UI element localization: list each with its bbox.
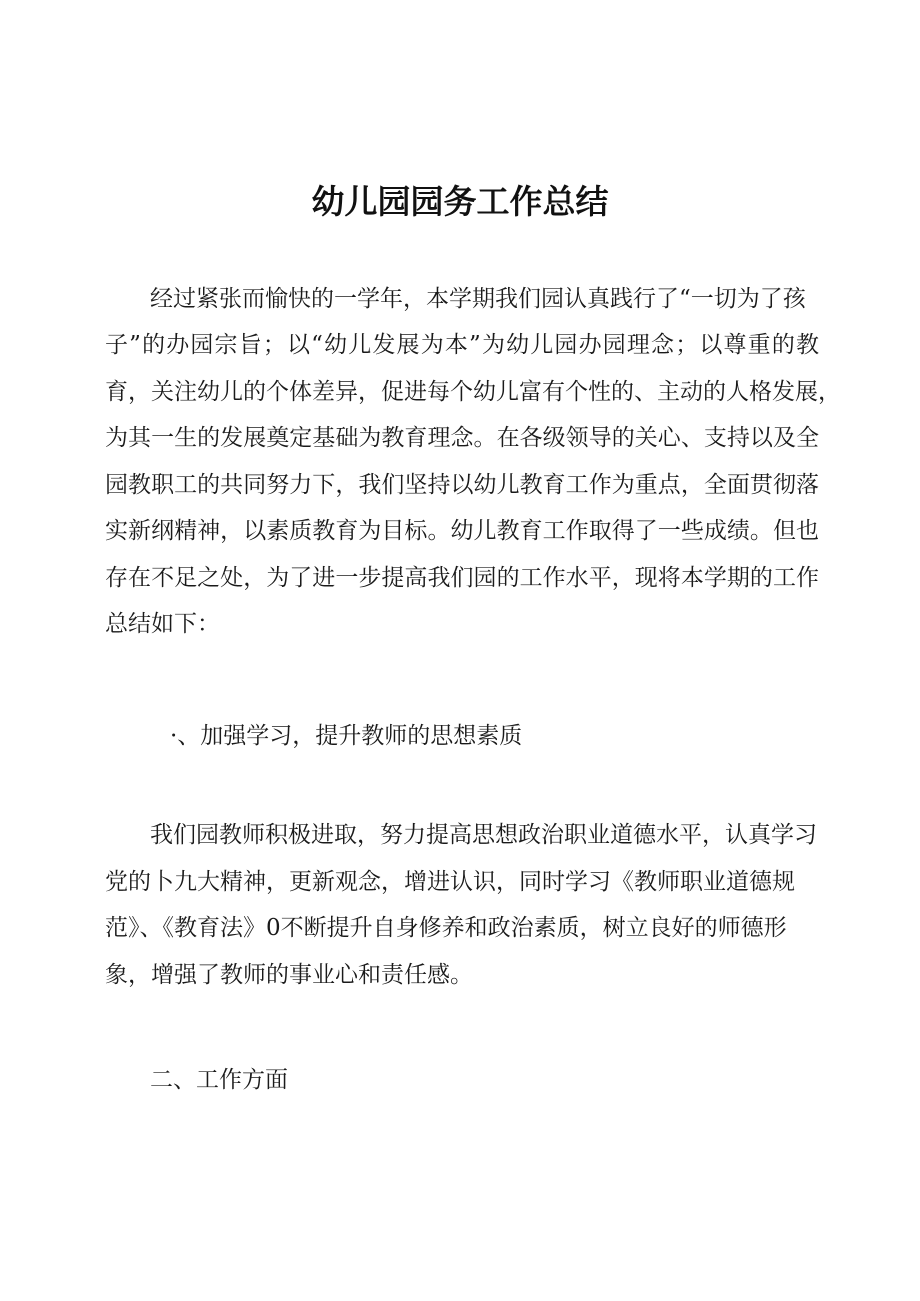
- paragraph-line: 子”的办园宗旨；以“幼儿发展为本”为幼儿园办园理念；以尊重的教: [105, 332, 819, 358]
- paragraph-line: 我们园教师积极进取，努力提高思想政治职业道德水平，认真学习: [150, 822, 817, 848]
- paragraph-line: 实新纲精神，以素质教育为目标。幼儿教育工作取得了一些成绩。但也: [105, 518, 819, 544]
- paragraph-line: 育，关注幼儿的个体差异，促进每个幼儿富有个性的、主动的人格发展，: [105, 379, 841, 405]
- paragraph-line: 象，增强了教师的事业心和责任感。: [105, 962, 473, 988]
- paragraph-line: 经过紧张而愉快的一学年，本学期我们园认真践行了“一切为了孩: [150, 286, 806, 312]
- paragraph-line: 范》、《教育法》0不断提升自身修养和政治素质，树立良好的师德形: [105, 915, 787, 941]
- section-heading-1: ·、加强学习，提升教师的思想素质: [170, 723, 523, 749]
- section-heading-2: 二、工作方面: [150, 1067, 288, 1093]
- paragraph-line: 总结如下：: [105, 611, 220, 637]
- document-title: 幼儿园园务工作总结: [311, 182, 609, 221]
- paragraph-line: 为其一生的发展奠定基础为教育理念。在各级领导的关心、支持以及全: [105, 425, 819, 451]
- paragraph-line: 党的卜九大精神，更新观念，增进认识，同时学习《教师职业道德规: [105, 869, 795, 895]
- paragraph-line: 园教职工的共同努力下，我们坚持以幼儿教育工作为重点，全面贯彻落: [105, 472, 819, 498]
- paragraph-line: 存在不足之处，为了进一步提高我们园的工作水平，现将本学期的工作: [105, 565, 819, 591]
